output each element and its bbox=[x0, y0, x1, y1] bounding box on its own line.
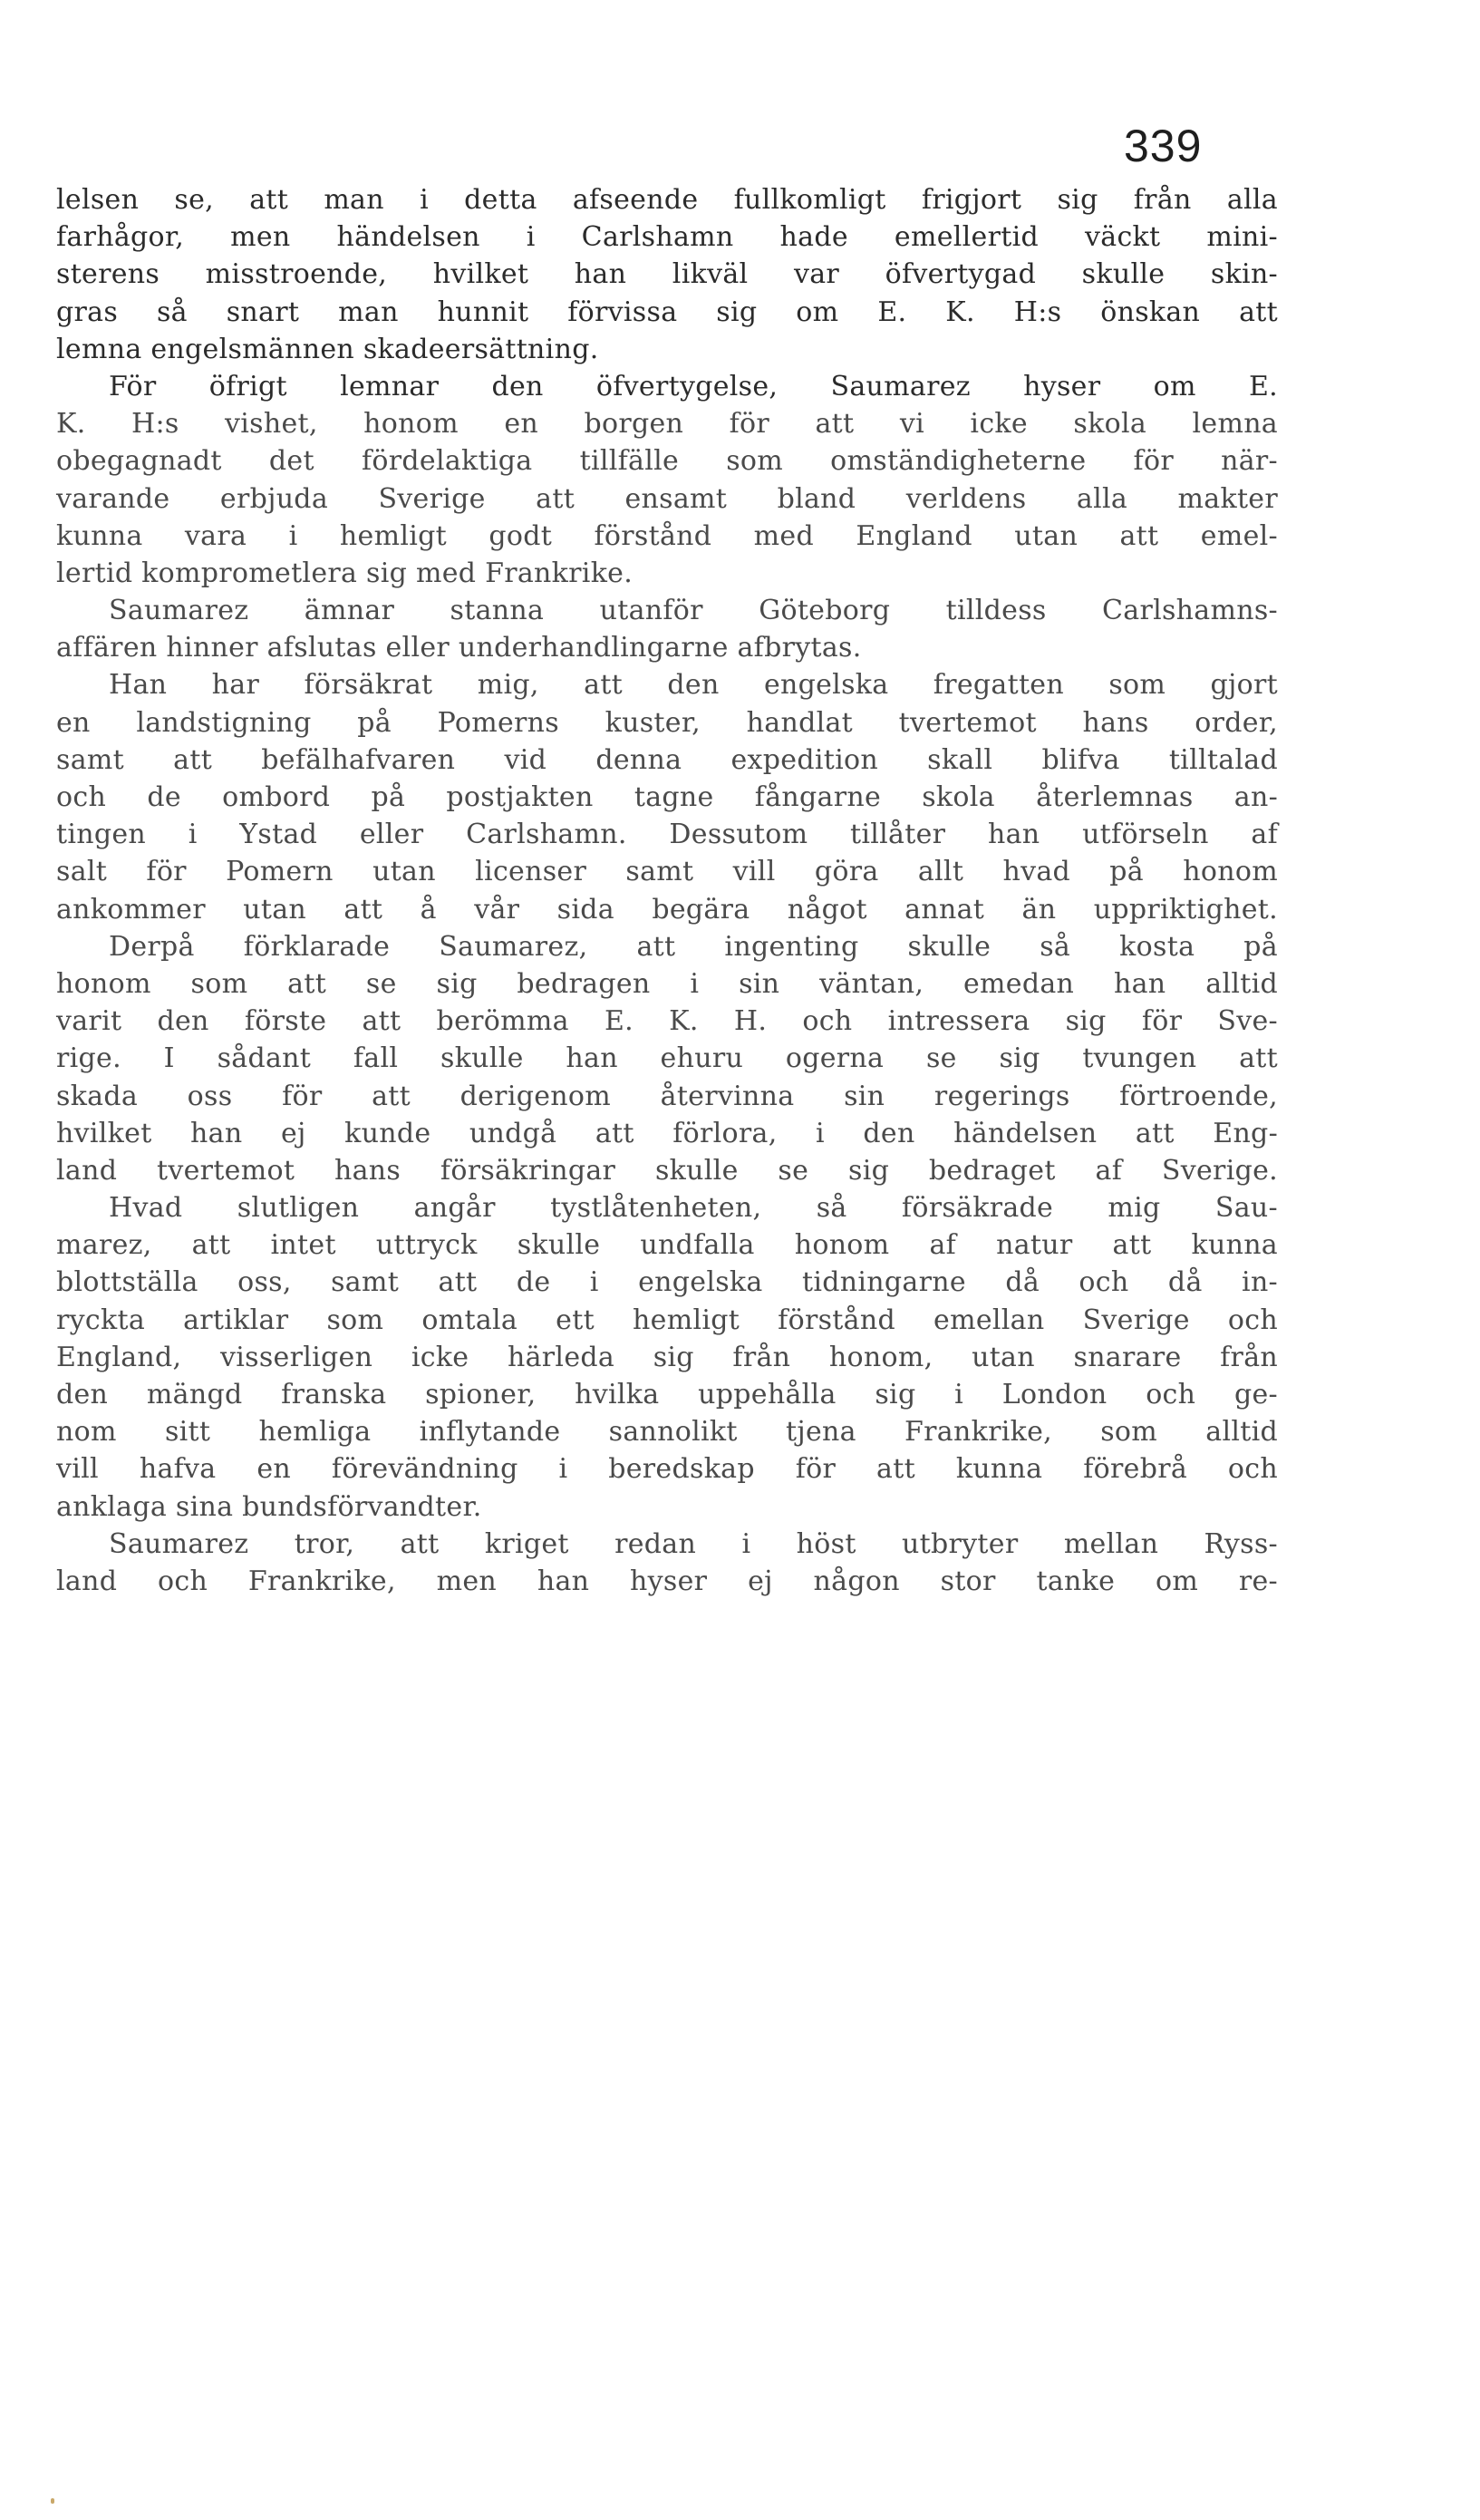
text-line: För öfrigt lemnar den öfvertygelse, Saumarez hyser om E. bbox=[109, 370, 1278, 402]
text-line: K. H:s vishet, honom en borgen för att vi icke skola lemna bbox=[56, 408, 1278, 441]
text-line: rige. I sådant fall skulle han ehuru ogerna se sig tvungen att bbox=[56, 1042, 1278, 1075]
text-line: farhågor, men händelsen i Carlshamn hade emellertid väckt mini- bbox=[56, 221, 1278, 254]
text-line: land och Frankrike, men han hyser ej någon stor tanke om re- bbox=[56, 1565, 1278, 1597]
text-line: blottställa oss, samt att de i engelska tidningarne då och då in- bbox=[56, 1266, 1278, 1299]
text-line: marez, att intet uttryck skulle undfalla honom af natur att kunna bbox=[56, 1229, 1278, 1262]
text-line: sterens misstroende, hvilket han likväl var öfvertygad skulle skin- bbox=[56, 258, 1278, 291]
text-line: varit den förste att berömma E. K. H. och intressera sig för Sve- bbox=[56, 1005, 1278, 1038]
text-line: den mängd franska spioner, hvilka uppehålla sig i London och ge- bbox=[56, 1379, 1278, 1410]
text-line: vill hafva en förevändning i beredskap för att kunna förebrå och bbox=[56, 1453, 1278, 1486]
text-line: gras så snart man hunnit förvissa sig om E. K. H:s önskan att bbox=[56, 296, 1278, 328]
text-line: lelsen se, att man i detta afseende fullkomligt frigjort sig från alla bbox=[56, 184, 1278, 216]
text-line: Saumarez tror, att kriget redan i höst utbryter mellan Ryss- bbox=[109, 1527, 1278, 1560]
text-line: England, visserligen icke härleda sig från honom, utan snarare från bbox=[56, 1341, 1278, 1373]
body-text bbox=[56, 181, 1278, 1600]
paper-speck bbox=[51, 2498, 54, 2504]
text-line: Derpå förklarade Saumarez, att ingenting skulle så kosta på bbox=[109, 930, 1278, 963]
text-line: ankommer utan att å vår sida begära något annat än uppriktighet. bbox=[56, 893, 1278, 926]
page-number: 339 bbox=[1124, 121, 1203, 171]
text-line: ryckta artiklar som omtala ett hemligt förstånd emellan Sverige och bbox=[56, 1304, 1278, 1336]
text-line: honom som att se sig bedragen i sin väntan, emedan han alltid bbox=[56, 967, 1278, 1000]
text-line: tingen i Ystad eller Carlshamn. Dessutom tillåter han utförseln af bbox=[56, 819, 1278, 851]
text-line: lemna engelsmännen skadeersättning. bbox=[56, 333, 599, 365]
text-line: Saumarez ämnar stanna utanför Göteborg tilldess Carlshamns- bbox=[109, 595, 1278, 627]
text-line: Hvad slutligen angår tystlåtenheten, så försäkrade mig Sau- bbox=[109, 1192, 1278, 1225]
text-line: affären hinner afslutas eller underhandlingarne afbrytas. bbox=[56, 632, 862, 664]
text-line: land tvertemot hans försäkringar skulle se sig bedraget af Sverige. bbox=[56, 1154, 1278, 1187]
text-line: skada oss för att derigenom återvinna sin regerings förtroende, bbox=[56, 1080, 1278, 1112]
text-line: och de ombord på postjakten tagne fångarne skola återlemnas an- bbox=[56, 781, 1278, 813]
text-line: varande erbjuda Sverige att ensamt bland verldens alla makter bbox=[56, 482, 1278, 515]
text-line: obegagnadt det fördelaktiga tillfälle som omständigheterne för när- bbox=[56, 445, 1278, 478]
text-line: anklaga sina bundsförvandter. bbox=[56, 1490, 482, 1523]
text-line: kunna vara i hemligt godt förstånd med England utan att emel- bbox=[56, 519, 1278, 552]
text-line: Han har försäkrat mig, att den engelska fregatten som gjort bbox=[109, 669, 1278, 702]
text-line: hvilket han ej kunde undgå att förlora, i den händelsen att Eng- bbox=[56, 1117, 1278, 1149]
text-line: lertid komprometlera sig med Frankrike. bbox=[56, 557, 634, 589]
text-line: nom sitt hemliga inflytande sannolikt tjena Frankrike, som alltid bbox=[56, 1416, 1278, 1449]
text-line: salt för Pomern utan licenser samt vill göra allt hvad på honom bbox=[56, 856, 1278, 888]
text-line: en landstigning på Pomerns kuster, handlat tvertemot hans order, bbox=[56, 706, 1278, 739]
text-line: samt att befälhafvaren vid denna expedition skall blifva tilltalad bbox=[56, 743, 1278, 776]
